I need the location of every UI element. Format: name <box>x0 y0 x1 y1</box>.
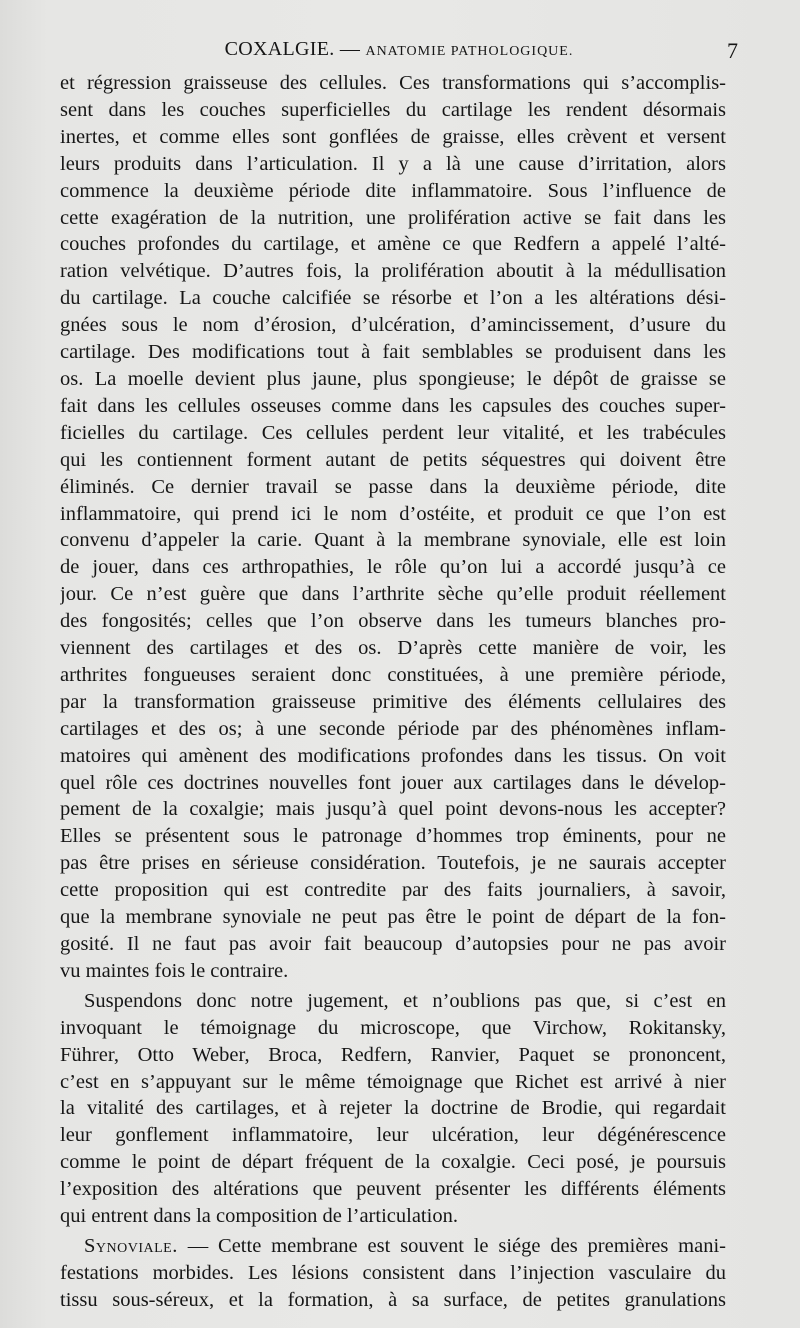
text-line: arthrites fongueuses seraient donc constituées, à une première période, <box>60 663 726 686</box>
text-line: cartilages et des os; à une seconde période par des phénomènes inflam- <box>60 717 726 740</box>
text-line: quel rôle ces doctrines nouvelles font jouer aux cartilages dans le dévelop- <box>60 771 726 794</box>
text-line: pas être prises en sérieuse considération. Toutefois, je ne saurais accepter <box>60 852 726 875</box>
text-line: inertes, et comme elles sont gonflées de graisse, elles crèvent et versent <box>60 125 726 148</box>
text-line: Elles se présentent sous le patronage d’hommes trop éminents, pour ne <box>60 825 726 848</box>
text-line: ficielles du cartilage. Ces cellules perdent leur vitalité, et les trabécules <box>60 421 726 444</box>
page-header <box>60 38 738 66</box>
text-line: pement de la coxalgie; mais jusqu’à quel point devons-nous les accepter? <box>60 798 726 821</box>
text-line: festations morbides. Les lésions consistent dans l’injection vasculaire du <box>60 1261 726 1284</box>
section-lead: Synoviale. <box>84 1234 178 1257</box>
text-line: l’exposition des altérations que peuvent présenter les différents éléments <box>60 1178 726 1201</box>
text-line: Führer, Otto Weber, Broca, Redfern, Ranvier, Paquet se prononcent, <box>60 1043 726 1066</box>
text-line: os. La moelle devient plus jaune, plus spongieuse; le dépôt de graisse se <box>60 367 726 390</box>
paragraph-3 <box>60 1233 726 1314</box>
body-text <box>60 70 726 1314</box>
text-line: ration velvétique. D’autres fois, la prolifération aboutit à la médullisation <box>60 260 726 283</box>
text-line: Suspendons donc notre jugement, et n’oublions pas que, si c’est en <box>84 989 726 1012</box>
page-number: 7 <box>727 38 738 63</box>
running-head-sub: ANATOMIE PATHOLOGIQUE. <box>365 44 574 59</box>
text-line: couches profondes du cartilage, et amène ce que Redfern a appelé l’alté- <box>60 233 726 256</box>
text-line: invoquant le témoignage du microscope, que Virchow, Rokitansky, <box>60 1016 726 1039</box>
text-line: que la membrane synoviale ne peut pas être le point de départ de la fon- <box>60 906 726 929</box>
text-line: de jouer, dans ces arthropathies, le rôle qu’on lui a accordé jusqu’à ce <box>60 556 726 579</box>
text-line: leurs produits dans l’articulation. Il y a là une cause d’irritation, alors <box>60 152 726 175</box>
text-line: viennent des cartilages et des os. D’après cette manière de voir, les <box>60 637 726 660</box>
text-line: vu maintes fois le contraire. <box>60 959 289 982</box>
text-line: jour. Ce n’est guère que dans l’arthrite sèche qu’elle produit réellement <box>60 583 726 606</box>
paragraph-1 <box>60 70 726 985</box>
text-line: matoires qui amènent des modifications profondes dans les tissus. On voit <box>60 744 726 767</box>
text-line: cartilage. Des modifications tout à fait semblables se produisent dans les <box>60 341 726 364</box>
text-line: convenu d’appeler la carie. Quant à la membrane synoviale, elle est loin <box>60 529 726 552</box>
text-line: gosité. Il ne faut pas avoir fait beaucoup d’autopsies pour ne pas avoir <box>60 933 726 955</box>
text-line: tissu sous-séreux, et la formation, à sa surface, de petites granulations <box>60 1288 726 1311</box>
text-line: comme le point de départ fréquent de la coxalgie. Ceci posé, je poursuis <box>60 1151 726 1174</box>
section-lead-continuation: — Cette membrane est souvent le siége des premières mani- <box>177 1234 726 1257</box>
text-line: du cartilage. La couche calcifiée se résorbe et l’on a les altérations dési- <box>60 287 726 310</box>
text-line: éliminés. Ce dernier travail se passe dans la deuxième période, dite <box>60 475 726 498</box>
running-head-main: COXALGIE. — <box>224 38 366 60</box>
text-line: gnées sous le nom d’érosion, d’ulcération, d’amincissement, d’usure du <box>60 314 726 337</box>
text-line: cette exagération de la nutrition, une prolifération active se fait dans les <box>60 206 726 229</box>
text-line: des fongosités; celles que l’on observe dans les tumeurs blanches pro- <box>60 610 726 633</box>
text-line: cette proposition qui est contredite par des faits journaliers, à savoir, <box>60 879 726 902</box>
text-line: qui entrent dans la composition de l’articulation. <box>60 1205 458 1228</box>
text-line: commence la deuxième période dite inflammatoire. Sous l’influence de <box>60 179 726 202</box>
text-line: qui les contiennent forment autant de petits séquestres qui doivent être <box>60 448 726 471</box>
text-line: la vitalité des cartilages, et à rejeter la doctrine de Brodie, qui regardait <box>60 1097 726 1120</box>
running-head <box>225 38 574 60</box>
text-line: inflammatoire, qui prend ici le nom d’ostéite, et produit ce que l’on est <box>60 502 726 525</box>
text-line: par la transformation graisseuse primitive des éléments cellulaires des <box>60 690 726 713</box>
text-line: sent dans les couches superficielles du cartilage les rendent désormais <box>60 98 726 121</box>
text-line: et régression graisseuse des cellules. Ces transformations qui s’accomplis- <box>60 72 726 94</box>
paragraph-2 <box>60 988 726 1230</box>
text-line: leur gonflement inflammatoire, leur ulcération, leur dégénérescence <box>60 1124 726 1147</box>
text-line <box>60 1233 726 1260</box>
text-line: fait dans les cellules osseuses comme dans les capsules des couches super- <box>60 394 726 417</box>
text-line: c’est en s’appuyant sur le même témoignage que Richet est arrivé à nier <box>60 1070 726 1093</box>
